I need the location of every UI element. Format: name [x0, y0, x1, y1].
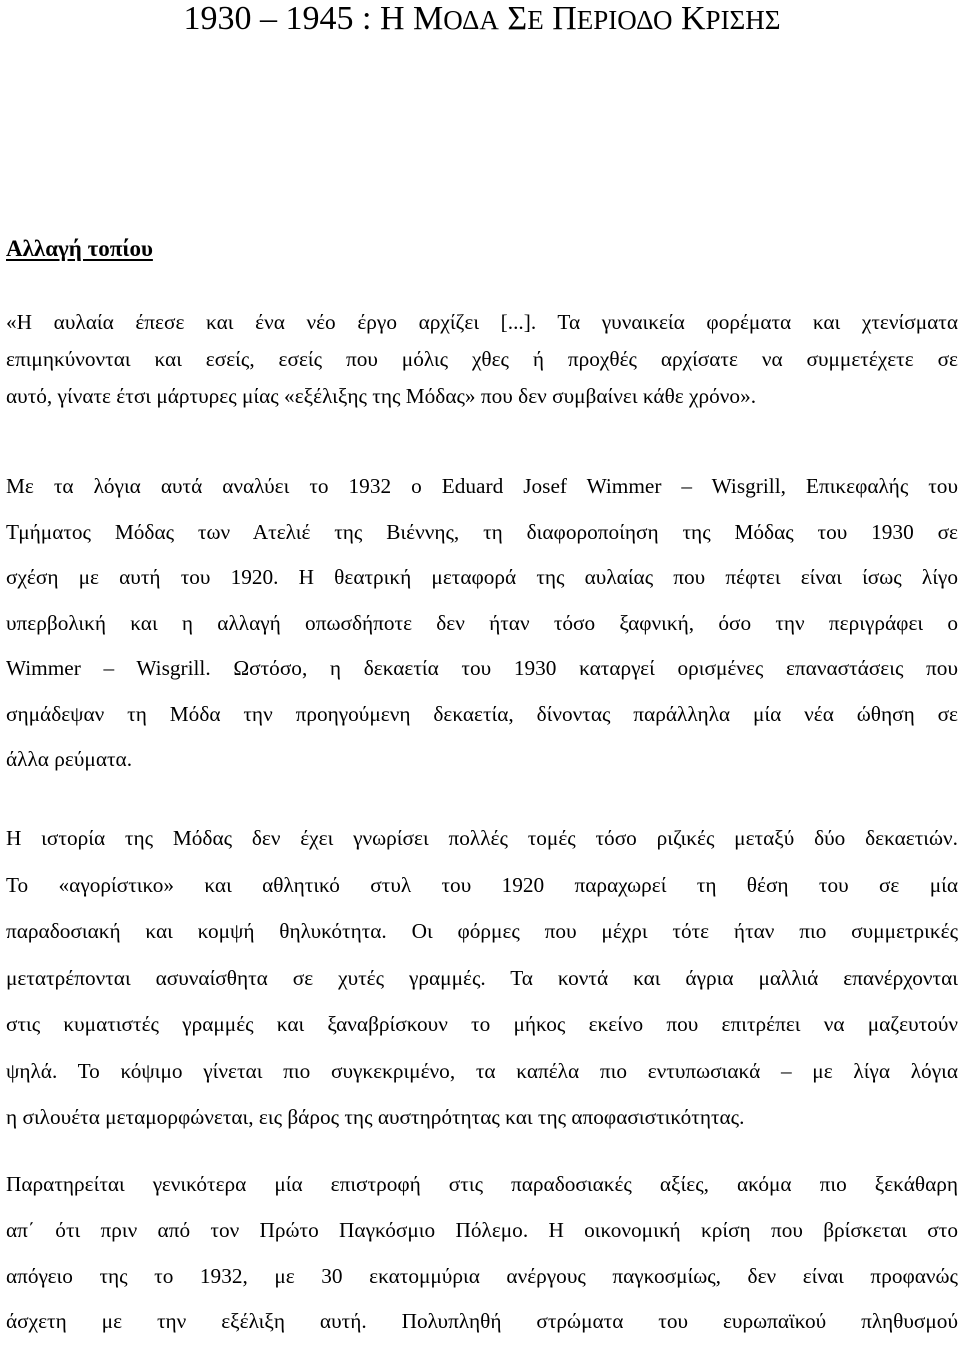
paragraph-line: Με τα λόγια αυτά αναλύει το 1932 ο Eduard Josef Wimmer – Wisgrill, Επικεφαλής του — [6, 474, 958, 498]
title-part: ΕΡΙΟΔΟ — [576, 5, 673, 35]
paragraph-history — [6, 815, 958, 1141]
paragraph-line: στις κυματιστές γραμμές και ξαναβρίσκουν το μήκος εκείνο που επιτρέπει να μαζευτούν — [6, 1012, 958, 1036]
paragraph-line: ψηλά. Το κόψιμο γίνεται πιο συγκεκριμένο, τα καπέλα πιο εντυπωσιακά – με λίγα λόγια — [6, 1058, 958, 1083]
title-part: 1930 – 1945 : Η Μ — [183, 0, 444, 37]
paragraph-line: η σιλουέτα μεταμορφώνεται, εις βάρος της αυστηρότητας και της αποφασιστικότητας. — [6, 1105, 745, 1129]
title-part: Κ — [672, 0, 706, 37]
title-part: Σ — [498, 0, 528, 37]
section-heading: Αλλαγή τοπίου — [6, 236, 153, 261]
paragraph-line: Τμήματος Μόδας των Ατελιέ της Βιέννης, τη διαφοροποίηση της Μόδας του 1930 σε — [6, 519, 958, 544]
paragraph-line: «Η αυλαία έπεσε και ένα νέο έργο αρχίζει [...]. Τα γυναικεία φορέματα και χτενίσματα — [6, 310, 958, 334]
paragraph-return — [6, 1162, 958, 1345]
paragraph-line: σημάδεψαν τη Μόδα την προηγούμενη δεκαετία, δίνοντας παράλληλα μία νέα ώθηση σε — [6, 701, 958, 726]
title-part: Π — [543, 0, 577, 37]
title-part: ΟΔΑ — [443, 5, 499, 35]
paragraph-line: Παρατηρείται γενικότερα μία επιστροφή στις παραδοσιακές αξίες, ακόμα πιο ξεκάθαρη — [6, 1172, 958, 1196]
paragraph-line: απόγειο της το 1932, με 30 εκατομμύρια ανέργους παγκοσμίως, δεν είναι προφανώς — [6, 1263, 958, 1288]
paragraph-quote — [6, 304, 958, 415]
paragraph-line: αυτό, γίνατε έτσι μάρτυρες μίας «εξέλιξης της Μόδας» που δεν συμβαίνει κάθε χρόνο». — [6, 384, 757, 408]
paragraph-wimmer — [6, 464, 958, 783]
document-page — [6, 0, 958, 1334]
paragraph-line: απ΄ ότι πριν από τον Πρώτο Παγκόσμιο Πόλεμο. Η οικονομική κρίση που βρίσκεται στο — [6, 1217, 958, 1242]
paragraph-line: Η ιστορία της Μόδας δεν έχει γνωρίσει πολλές τομές τόσο ριζικές μεταξύ δύο δεκαετιών. — [6, 826, 958, 850]
paragraph-line: Wimmer – Wisgrill. Ωστόσο, η δεκαετία του 1930 καταργεί ορισμένες επαναστάσεις που — [6, 656, 958, 680]
paragraph-line: σχέση με αυτή του 1920. Η θεατρική μεταφορά της αυλαίας που πέφτει είναι ίσως λίγο — [6, 565, 958, 589]
paragraph-line: μετατρέπονται ασυναίσθητα σε χυτές γραμμές. Τα κοντά και άγρια μαλλιά επανέρχονται — [6, 965, 958, 990]
paragraph-line: άλλα ρεύματα. — [6, 747, 133, 771]
paragraph-line: υπερβολική και η αλλαγή οπωσδήποτε δεν ήταν τόσο ξαφνική, όσο την περιγράφει ο — [6, 610, 958, 635]
title-part: ΡΙΣΗΣ — [705, 5, 781, 35]
paragraph-line: Το «αγορίστικο» και αθλητικό στυλ του 1920 παραχωρεί τη θέση του σε μία — [6, 872, 958, 897]
paragraph-line: παραδοσιακή και κομψή θηλυκότητα. Οι φόρμες που μέχρι τότε ήταν πιο συμμετρικές — [6, 919, 958, 943]
paragraph-line: άσχετη με την εξέλιξη αυτή. Πολυπληθή στρώματα του ευρωπαϊκού πληθυσμού — [6, 1309, 958, 1334]
document-title — [6, 0, 958, 48]
title-part: Ε — [527, 5, 544, 35]
paragraph-line: επιμηκύνονται και εσείς, εσείς που μόλις χθες ή προχθές αρχίσατε να συμμετέχετε σε — [6, 347, 958, 371]
